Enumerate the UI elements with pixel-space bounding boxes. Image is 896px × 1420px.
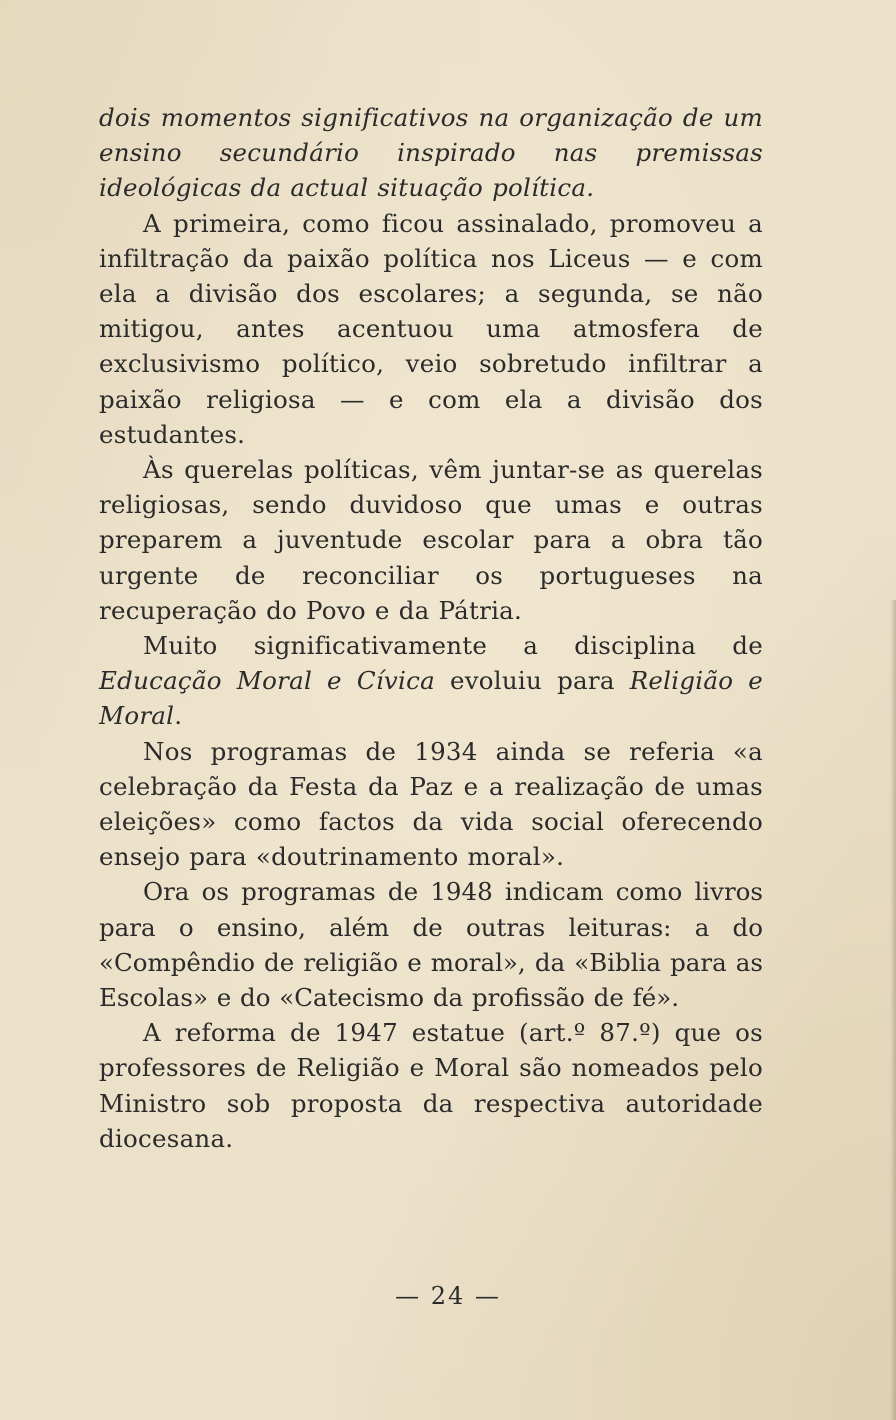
page-edge-shadow bbox=[890, 600, 896, 1420]
discipline-lead-text: Muito significativamente a disciplina de bbox=[143, 631, 763, 661]
paragraph-discipline-evolution bbox=[99, 628, 763, 734]
page-body bbox=[99, 100, 763, 1156]
paragraph-first-reform: A primeira, como ficou assinalado, promoveu a infiltração da paixão política nos Liceus — e com ela a divisão dos escolares; a segunda, se não mitigou, antes acentuou uma atmosfera de exclusivismo político, veio sobretudo infiltrar a paixão religiosa — e com ela a divisão dos estudantes. bbox=[99, 208, 763, 449]
paragraph-programs-1948: Ora os programas de 1948 indicam como livros para o ensino, além de outras leituras: a do «Compêndio de religião e moral», da «Biblia para as Escolas» e do «Catecismo da profissão de fé». bbox=[99, 877, 763, 1013]
paragraph-reform-1947: A reforma de 1947 estatue (art.º 87.º) que os professores de Religião e Moral são nomeados pelo Ministro sob proposta da respectiva autoridade diocesana. bbox=[99, 1018, 763, 1153]
discipline-new-name: Religião e Moral bbox=[99, 666, 763, 731]
paragraph-continuation: dois momentos significativos na organização de um ensino secundário inspirado nas premissas ideológicas da actual situação política. bbox=[99, 103, 763, 203]
discipline-middle-text: evoluiu para bbox=[434, 666, 630, 696]
paragraph-programs-1934: Nos programas de 1934 ainda se referia «a celebração da Festa da Paz e a realização de umas eleições» como factos da vida social oferecendo ensejo para «doutrinamento moral». bbox=[99, 736, 763, 872]
discipline-old-name: Educação Moral e Cívica bbox=[99, 666, 435, 696]
page-number: — 24 — bbox=[395, 1282, 501, 1310]
discipline-end-text: . bbox=[174, 701, 183, 731]
paragraph-religious-quarrels: Às querelas políticas, vêm juntar-se as querelas religiosas, sendo duvidoso que umas e outras preparem a juventude escolar para a obra tão urgente de reconciliar os portugueses na recuperação do Povo e da Pátria. bbox=[99, 455, 763, 625]
